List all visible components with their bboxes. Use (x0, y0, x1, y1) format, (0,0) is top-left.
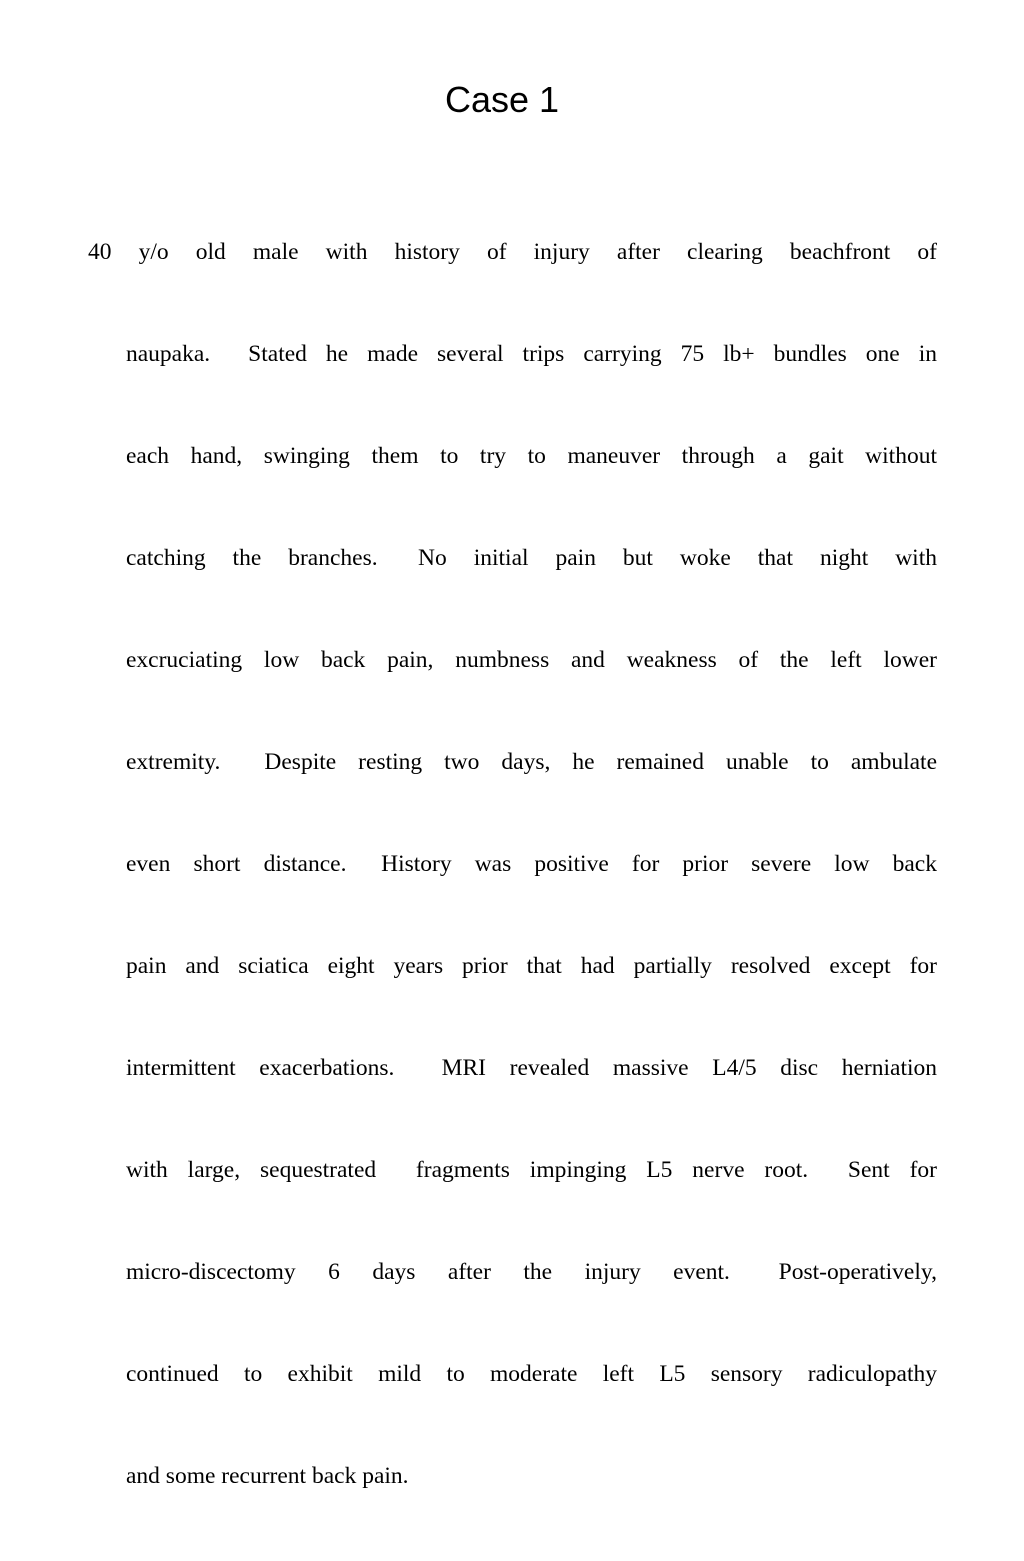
case-text-line: extremity. Despite resting two days, he remained unable to ambulate (126, 749, 937, 775)
case-text-line: micro-discectomy 6 days after the injury event. Post-operatively, (126, 1259, 937, 1285)
case-text-line: even short distance. History was positive for prior severe low back (126, 851, 937, 877)
case-text-line: 40 y/o old male with history of injury after clearing beachfront of (88, 239, 937, 265)
case-description (88, 167, 937, 1561)
case-text-line: continued to exhibit mild to moderate left L5 sensory radiculopathy (126, 1361, 937, 1387)
case-text-line: and some recurrent back pain. (126, 1463, 409, 1489)
case-text-line: naupaka. Stated he made several trips carrying 75 lb+ bundles one in (126, 341, 937, 367)
case-text-line: each hand, swinging them to try to maneuver through a gait without (126, 443, 937, 469)
case-text-line: with large, sequestrated fragments impinging L5 nerve root. Sent for (126, 1157, 937, 1183)
case-text-line: excruciating low back pain, numbness and weakness of the left lower (126, 647, 937, 673)
case-text-line: catching the branches. No initial pain but woke that night with (126, 545, 937, 571)
slide-title: Case 1 (444, 79, 560, 120)
case-text-line: pain and sciatica eight years prior that had partially resolved except for (126, 953, 937, 979)
case-text-line: intermittent exacerbations. MRI revealed massive L4/5 disc herniation (126, 1055, 937, 1081)
